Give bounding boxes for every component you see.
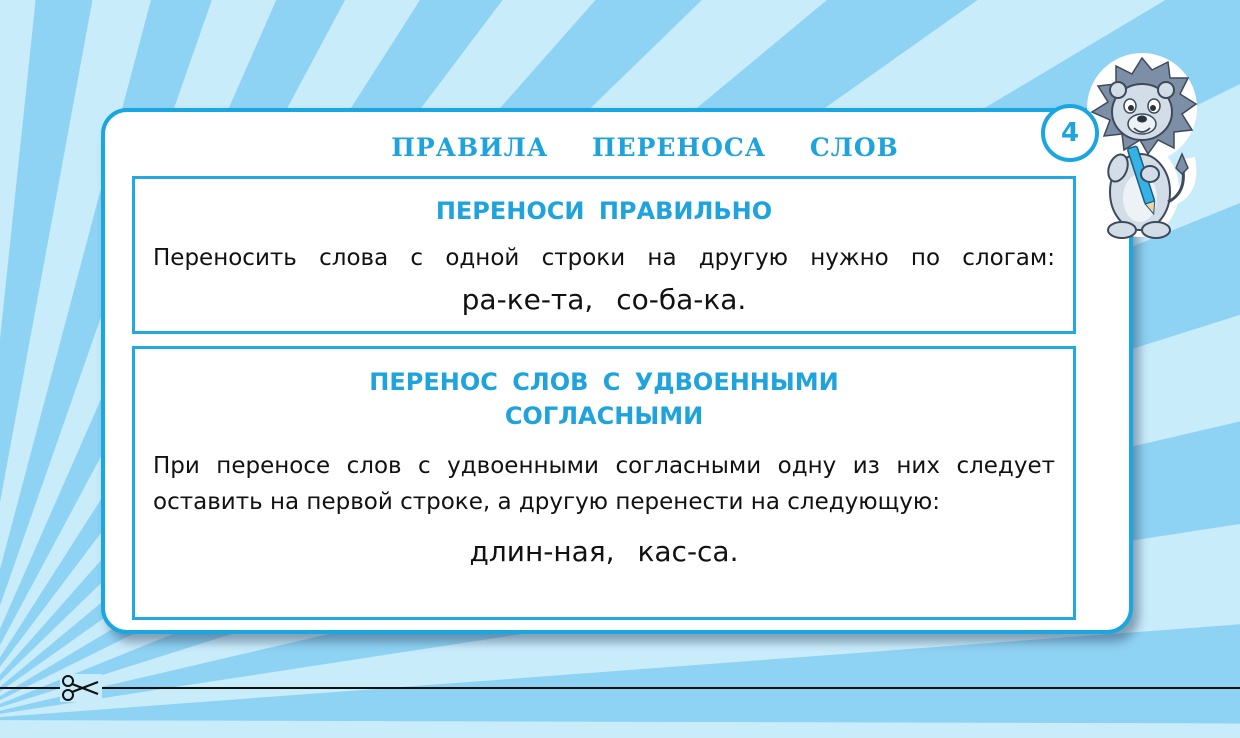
rule-heading bbox=[135, 365, 1073, 433]
rule-example: длин-ная, кас-са. bbox=[469, 535, 739, 568]
scissors-icon bbox=[60, 674, 102, 702]
rule-heading-line: ПЕРЕНОС СЛОВ С УДВОЕННЫМИ bbox=[369, 368, 839, 396]
rule-heading-line: СОГЛАСНЫМИ bbox=[504, 402, 704, 430]
page-number-badge: 4 bbox=[1041, 104, 1099, 162]
rule-text: При переносе слов с удвоенными согласными одну из них следует оставить на первой строке, а другую перенести на следующую: bbox=[153, 453, 1055, 515]
rules-card bbox=[101, 108, 1133, 634]
rule-text: Переносить слова с одной строки на другую нужно по слогам: bbox=[153, 245, 1055, 271]
rule-box-correct-hyphenation bbox=[132, 176, 1076, 334]
lion-with-pencil-icon bbox=[1078, 50, 1206, 248]
rule-example: ра-ке-та, со-ба-ка. bbox=[461, 283, 747, 316]
rule-heading bbox=[135, 194, 1073, 228]
rule-heading-line: ПЕРЕНОСИ ПРАВИЛЬНО bbox=[435, 197, 773, 225]
page-title: ПРАВИЛА ПЕРЕНОСА СЛОВ bbox=[391, 133, 899, 162]
cut-line bbox=[0, 687, 1240, 689]
rule-box-double-consonants bbox=[132, 346, 1076, 620]
